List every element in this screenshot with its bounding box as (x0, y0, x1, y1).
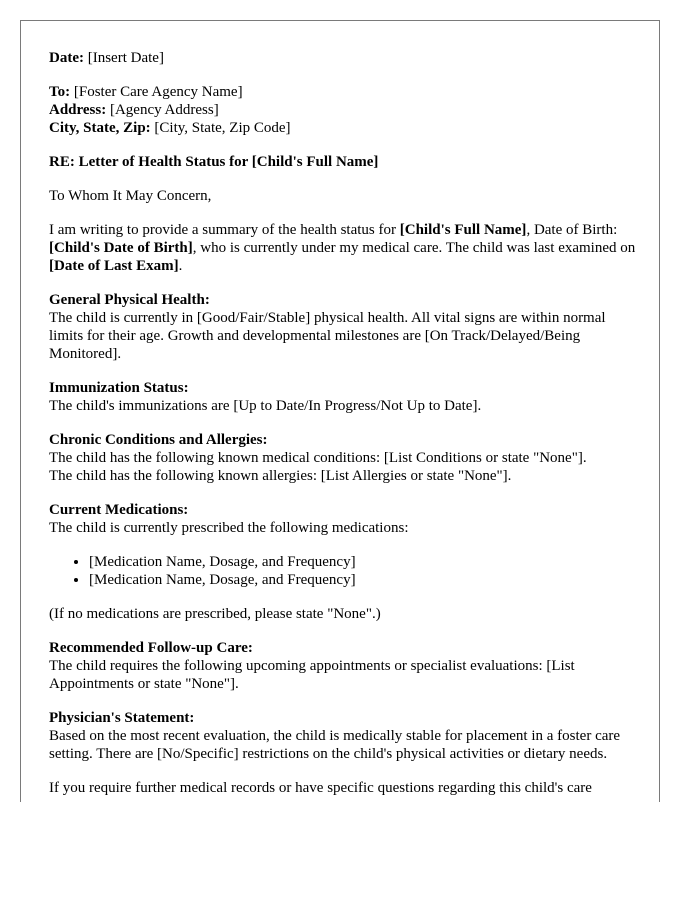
intro-text-2: , Date of Birth: (526, 222, 618, 238)
medications-list (49, 553, 639, 589)
address-label: Address: (49, 102, 107, 118)
intro-dob: [Child's Date of Birth] (49, 240, 193, 256)
to-value: [Foster Care Agency Name] (73, 84, 243, 100)
follow-up-heading: Recommended Follow-up Care: (49, 640, 253, 656)
address-line (49, 101, 639, 119)
chronic-conditions-line: The child has the following known medical conditions: [List Conditions or state "None"]. (49, 450, 587, 466)
general-health-text: The child is currently in [Good/Fair/Stable] physical health. All vital signs are within normal limits for their age. Growth and developmental milestones are [On Track/Delayed/Being Monitored]. (49, 310, 606, 362)
intro-paragraph (49, 221, 639, 275)
re-line: RE: Letter of Health Status for [Child's Full Name] (49, 154, 379, 170)
date-label: Date: (49, 50, 84, 66)
general-health-heading: General Physical Health: (49, 292, 210, 308)
chronic-conditions-heading: Chronic Conditions and Allergies: (49, 432, 268, 448)
physician-statement-heading: Physician's Statement: (49, 710, 195, 726)
letter-page (20, 20, 660, 802)
list-item: • [Medication Name, Dosage, and Frequency] (89, 553, 639, 571)
intro-text-3: , who is currently under my medical care. The child was last examined on (192, 240, 636, 256)
physician-statement-section (49, 709, 639, 763)
intro-text-4: . (178, 258, 183, 274)
letter-body (49, 49, 639, 802)
recipient-block (49, 83, 639, 137)
address-value: [Agency Address] (109, 102, 219, 118)
intro-text-1: I am writing to provide a summary of the health status for (49, 222, 400, 238)
salutation: To Whom It May Concern, (49, 188, 212, 204)
city-state-zip-value: [City, State, Zip Code] (154, 120, 291, 136)
immunization-section (49, 379, 639, 415)
medications-section (49, 501, 639, 537)
medications-note: (If no medications are prescribed, please state "None".) (49, 606, 381, 622)
chronic-conditions-section (49, 431, 639, 485)
follow-up-text: The child requires the following upcoming appointments or specialist evaluations: [List Appointments or state "None"]. (49, 658, 575, 692)
general-health-section (49, 291, 639, 363)
physician-statement-text: Based on the most recent evaluation, the child is medically stable for placement in a foster care setting. There are [No/Specific] restrictions on the child's physical activities or dietary needs. (49, 728, 621, 762)
medications-heading: Current Medications: (49, 502, 189, 518)
date-line (49, 49, 639, 67)
intro-exam-date: [Date of Last Exam] (49, 258, 179, 274)
city-state-zip-line (49, 119, 639, 137)
to-line (49, 83, 639, 101)
to-label: To: (49, 84, 71, 100)
immunization-heading: Immunization Status: (49, 380, 189, 396)
closing-paragraph: If you require further medical records or have specific questions regarding this child's care (49, 780, 592, 796)
allergies-line: The child has the following known allergies: [List Allergies or state "None"]. (49, 468, 512, 484)
immunization-text: The child's immunizations are [Up to Date/In Progress/Not Up to Date]. (49, 398, 482, 414)
city-state-zip-label: City, State, Zip: (49, 120, 151, 136)
date-value: [Insert Date] (87, 50, 164, 66)
medications-text: The child is currently prescribed the following medications: (49, 520, 409, 536)
intro-child-name: [Child's Full Name] (399, 222, 527, 238)
follow-up-section (49, 639, 639, 693)
list-item: • [Medication Name, Dosage, and Frequency] (89, 571, 639, 589)
